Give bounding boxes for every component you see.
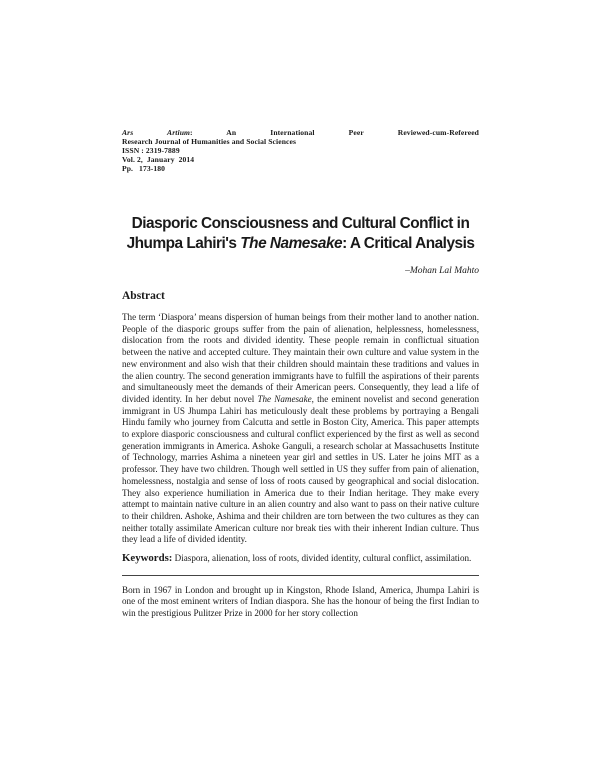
keywords-text: Diaspora, alienation, loss of roots, divided identity, cultural conflict, assimilation. bbox=[172, 553, 472, 564]
section-divider bbox=[122, 575, 479, 576]
journal-pages: Pp. 173-180 bbox=[122, 164, 166, 173]
journal-title-line bbox=[122, 128, 479, 137]
journal-name: Ars Artium bbox=[122, 128, 191, 137]
title-line-1: Diasporic Consciousness and Cultural Conflict in bbox=[131, 215, 470, 232]
intro-paragraph: Born in 1967 in London and brought up in Kingston, Rhode Island, America, Jhumpa Lahiri is one of the most eminent writers of Indian diaspora. She has the honour of being the first Indian to win the prestigious Pulitzer Prize in 2000 for her story collection bbox=[122, 584, 479, 619]
page-content bbox=[122, 128, 479, 620]
abstract-heading: Abstract bbox=[122, 290, 165, 302]
abstract-novel-title: The Namesake bbox=[257, 393, 312, 404]
journal-header bbox=[122, 128, 479, 173]
journal-subtitle-2: Research Journal of Humanities and Social Sciences bbox=[122, 137, 297, 146]
abstract-text-1: The term ‘Diaspora’ means dispersion of human beings from their mother land to another nation. People of the diasporic groups suffer from the pain of alienation, helplessness, homelessness, dislocation from the roots and divided identity. These people remain in conflictual situation between the native and accepted culture. They maintain their own culture and value system in the new environment and also wish that their children should maintain these traditions and values in the alien country. The second generation immigrants have to fulfill the aspirations of their parents and simultaneously meet the demands of their American peers. Consequently, they lead a life of divided identity. In her debut novel bbox=[122, 312, 479, 404]
journal-volume: Vol. 2, January 2014 bbox=[122, 155, 195, 164]
keywords-label: Keywords: bbox=[122, 552, 173, 565]
title-line-2 bbox=[122, 234, 479, 254]
journal-subtitle-1: : An International Peer Reviewed-cum-Refereed bbox=[190, 128, 479, 137]
author-name: –Mohan Lal Mahto bbox=[405, 266, 479, 276]
title-line-2-pre: Jhumpa Lahiri's bbox=[126, 235, 241, 252]
title-novel-name: The Namesake bbox=[240, 235, 343, 252]
journal-issn: ISSN : 2319-7889 bbox=[122, 146, 180, 155]
abstract-text-2: , the eminent novelist and second generation immigrant in US Jhumpa Lahiri has meticulously dealt these problems by portraying a Bengali Hindu family who journey from Calcutta and settle in Boston City, America. This paper attempts to explore diasporic consciousness and cultural conflict experienced by the first as well as second generation immigrants in America. Ashoke Ganguli, a research scholar at Massachusetts Institute of Technology, marries Ashima a nineteen year girl and settles in US. Later he joins MIT as a professor. They have two children. Though well settled in US they suffer from pain of alienation, homelessness, nostalgia and sense of loss of roots caused by geographical and social dislocation. They also experience humiliation in America due to their Indian heritage. They make every attempt to maintain native culture in an alien country and also want to pass on their native culture to their children. Ashoke, Ashima and their children are torn between the two cultures as they can neither totally assimilate American culture nor break ties with their inherent Indian culture. Thus they lead a life of divided identity. bbox=[122, 393, 479, 545]
paper-title bbox=[122, 214, 479, 254]
keywords bbox=[122, 553, 479, 565]
abstract-body bbox=[122, 312, 479, 546]
title-line-2-post: : A Critical Analysis bbox=[342, 235, 475, 252]
